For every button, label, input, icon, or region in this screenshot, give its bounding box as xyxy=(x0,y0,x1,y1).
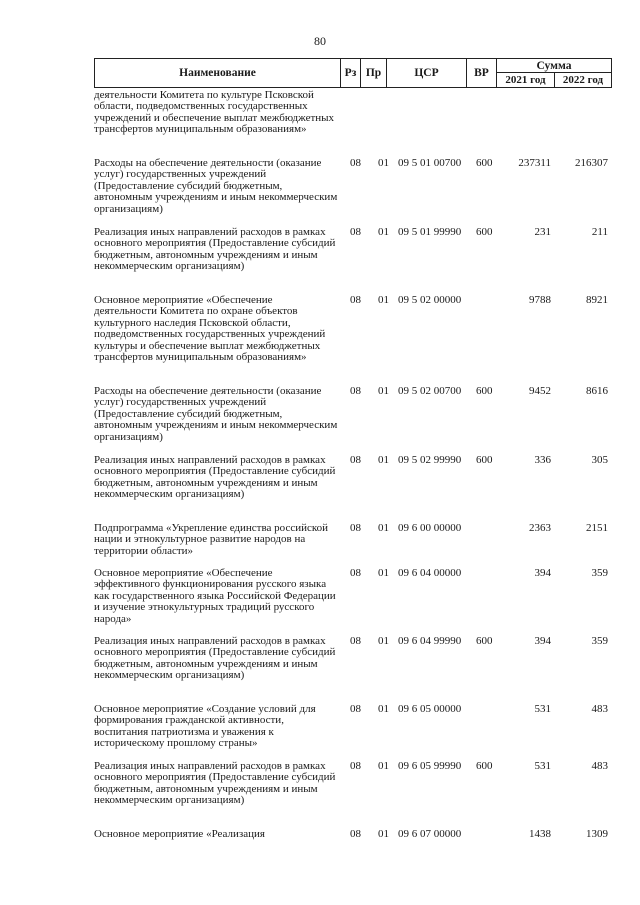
row-sum-2021: 231 xyxy=(534,226,551,238)
row-rz: 08 xyxy=(350,385,361,397)
row-sum-2022: 8921 xyxy=(586,294,608,306)
row-vr: 600 xyxy=(476,157,493,169)
row-rz: 08 xyxy=(350,635,361,647)
header-pr: Пр xyxy=(361,59,387,87)
row-csr: 09 6 05 00000 xyxy=(398,703,462,715)
header-year-2022: 2022 год xyxy=(562,74,604,86)
row-pr: 01 xyxy=(378,454,389,466)
table-header xyxy=(94,58,612,88)
row-sum-2022: 216307 xyxy=(575,157,608,169)
row-name: Расходы на обеспечение деятельности (оказание услуг) государственных учреждений (Предоставление субсидий бюджетным, автономным учреждениям и иным некоммерческим организациям) xyxy=(94,157,338,215)
row-name: Основное мероприятие «Создание условий для формирования гражданской активности, воспитания патриотизма и уважения к историческому прошлому страны» xyxy=(94,703,316,750)
row-csr: 09 5 01 00700 xyxy=(398,157,462,169)
row-csr: 09 5 02 00700 xyxy=(398,385,462,397)
row-vr: 600 xyxy=(476,760,493,772)
row-rz: 08 xyxy=(350,522,361,534)
row-sum-2022: 483 xyxy=(591,703,608,715)
table-row xyxy=(94,523,612,568)
table-row xyxy=(94,386,612,455)
row-pr: 01 xyxy=(378,294,389,306)
table-row xyxy=(94,455,612,523)
row-csr: 09 5 02 00000 xyxy=(398,294,462,306)
row-vr: 600 xyxy=(476,454,493,466)
row-csr: 09 5 02 99990 xyxy=(398,454,462,466)
row-name: Реализация иных направлений расходов в рамках основного мероприятия (Предоставление субсидий бюджетным, автономным учреждениям и иным некоммерческим организациям) xyxy=(94,760,336,807)
row-rz: 08 xyxy=(350,454,361,466)
row-sum-2022: 359 xyxy=(591,567,608,579)
row-pr: 01 xyxy=(378,635,389,647)
row-sum-2021: 2363 xyxy=(529,522,551,534)
row-sum-2021: 336 xyxy=(534,454,551,466)
row-pr: 01 xyxy=(378,385,389,397)
row-vr: 600 xyxy=(476,385,493,397)
row-name: Реализация иных направлений расходов в рамках основного мероприятия (Предоставление субсидий бюджетным, автономным учреждениям и иным некоммерческим организациям) xyxy=(94,454,336,501)
row-pr: 01 xyxy=(378,567,389,579)
row-sum-2021: 394 xyxy=(534,635,551,647)
row-pr: 01 xyxy=(378,703,389,715)
row-csr: 09 6 05 99990 xyxy=(398,760,462,772)
header-vr: ВР xyxy=(467,59,497,87)
row-pr: 01 xyxy=(378,226,389,238)
row-name: деятельности Комитета по культуре Псковской области, подведомственных государственных учреждений и обеспечение выплат межбюджетных трансфертов муниципальным образованиям» xyxy=(94,89,335,136)
table-row xyxy=(94,636,612,704)
row-sum-2021: 531 xyxy=(534,703,551,715)
row-pr: 01 xyxy=(378,760,389,772)
row-sum-2021: 9452 xyxy=(529,385,551,397)
row-sum-2021: 394 xyxy=(534,567,551,579)
row-vr: 600 xyxy=(476,226,493,238)
table-row xyxy=(94,829,612,843)
row-csr: 09 6 00 00000 xyxy=(398,522,462,534)
table-body xyxy=(94,90,612,843)
table-row xyxy=(94,158,612,227)
table-row xyxy=(94,761,612,829)
row-csr: 09 6 07 00000 xyxy=(398,828,462,840)
row-vr: 600 xyxy=(476,635,493,647)
table-row xyxy=(94,295,612,386)
row-sum-2022: 483 xyxy=(591,760,608,772)
row-csr: 09 5 01 99990 xyxy=(398,226,462,238)
header-sum: Сумма xyxy=(497,59,611,73)
row-sum-2021: 1438 xyxy=(529,828,551,840)
row-rz: 08 xyxy=(350,294,361,306)
row-sum-2022: 1309 xyxy=(586,828,608,840)
row-name: Основное мероприятие «Обеспечение деятельности Комитета по охране объектов культурного наследия Псковской области, подведомственных государственных учреждений культуры и обеспечение выплат межбюджетных трансфертов муниципальным образованиям» xyxy=(94,294,326,364)
table-row xyxy=(94,90,612,158)
table-row xyxy=(94,568,612,636)
table-row xyxy=(94,704,612,761)
row-rz: 08 xyxy=(350,703,361,715)
header-name: Наименование xyxy=(95,59,341,87)
row-sum-2021: 9788 xyxy=(529,294,551,306)
row-name: Подпрограмма «Укрепление единства российской нации и этнокультурное развитие народов на территории области» xyxy=(94,522,329,557)
row-sum-2022: 8616 xyxy=(586,385,608,397)
header-rz: Рз xyxy=(341,59,361,87)
table-row xyxy=(94,227,612,295)
row-rz: 08 xyxy=(350,567,361,579)
row-rz: 08 xyxy=(350,828,361,840)
row-name: Основное мероприятие «Обеспечение эффективного функционирования русского языка как государственного языка Российской Федерации и изучение этнокультурных традиций русского народа» xyxy=(94,567,336,625)
row-pr: 01 xyxy=(378,157,389,169)
row-name: Расходы на обеспечение деятельности (оказание услуг) государственных учреждений (Предоставление субсидий бюджетным, автономным учреждениям и иным некоммерческим организациям) xyxy=(94,385,338,443)
row-sum-2021: 531 xyxy=(534,760,551,772)
row-rz: 08 xyxy=(350,157,361,169)
row-name: Основное мероприятие «Реализация xyxy=(94,828,265,840)
row-rz: 08 xyxy=(350,226,361,238)
row-name: Реализация иных направлений расходов в рамках основного мероприятия (Предоставление субсидий бюджетным, автономным учреждениям и иным некоммерческим организациям) xyxy=(94,635,336,682)
row-sum-2021: 237311 xyxy=(518,157,551,169)
row-sum-2022: 359 xyxy=(591,635,608,647)
row-csr: 09 6 04 00000 xyxy=(398,567,462,579)
row-csr: 09 6 04 99990 xyxy=(398,635,462,647)
row-pr: 01 xyxy=(378,828,389,840)
row-sum-2022: 2151 xyxy=(586,522,608,534)
header-year-2021: 2021 год xyxy=(497,73,555,87)
row-name: Реализация иных направлений расходов в рамках основного мероприятия (Предоставление субсидий бюджетным, автономным учреждениям и иным некоммерческим организациям) xyxy=(94,226,336,273)
page-number: 80 xyxy=(314,34,326,48)
row-sum-2022: 211 xyxy=(591,226,608,238)
row-pr: 01 xyxy=(378,522,389,534)
row-rz: 08 xyxy=(350,760,361,772)
row-sum-2022: 305 xyxy=(591,454,608,466)
header-csr: ЦСР xyxy=(387,59,467,87)
